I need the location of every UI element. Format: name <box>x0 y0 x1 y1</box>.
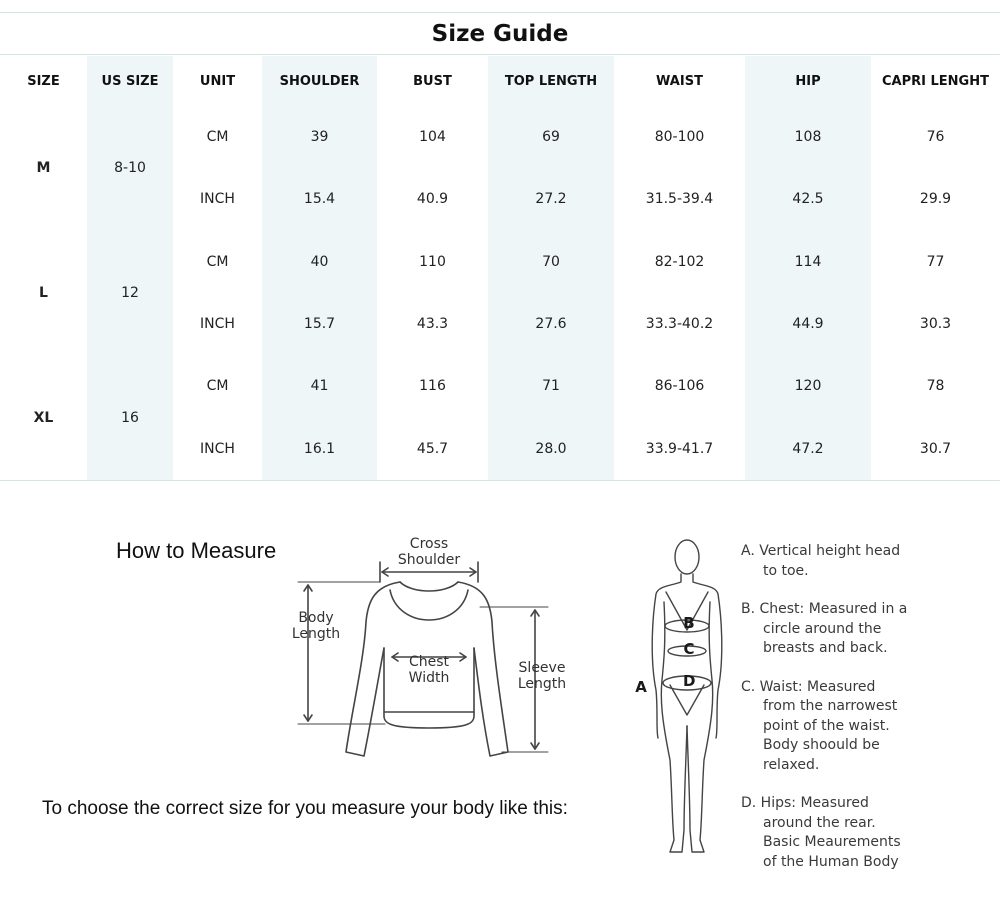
header-cell: CAPRI LENGHT <box>882 73 989 89</box>
note-line: C. Waist: Measured <box>741 678 876 695</box>
cross-shoulder-line-2: Shoulder <box>397 552 461 568</box>
table-cell: 33.9-41.7 <box>645 440 714 457</box>
us-size-cell: 16 <box>121 409 139 426</box>
table-cell: 70 <box>542 253 560 270</box>
note-line: point of the waist. <box>763 717 890 734</box>
table-cell: CM <box>206 378 229 395</box>
note-line: Basic Meaurements <box>763 834 901 850</box>
table-cell: INCH <box>200 316 235 333</box>
note-line: of the Human Body <box>763 853 899 870</box>
note-height <box>741 542 996 581</box>
measurement-notes <box>741 542 996 891</box>
instruction-text: To choose the correct size for you measure your body like this: <box>42 798 568 819</box>
table-cell: 45.7 <box>416 440 449 457</box>
table-cell: 43.3 <box>416 316 449 333</box>
table-cell: 80-100 <box>654 129 705 146</box>
table-cell: 16.1 <box>303 440 336 457</box>
table-cell: INCH <box>200 440 235 457</box>
table-cell: 33.3-40.2 <box>645 316 714 333</box>
table-cell: 104 <box>419 129 446 146</box>
table-cell: 41 <box>310 378 329 395</box>
note-line: around the rear. <box>763 814 876 831</box>
table-cell: 78 <box>926 378 945 395</box>
header-cell: BUST <box>413 73 452 89</box>
marker-b: B <box>683 614 695 632</box>
header-cell: WAIST <box>656 73 703 89</box>
table-cell: 30.7 <box>919 440 952 457</box>
table-cell: 71 <box>542 378 560 395</box>
body-length-line-2: Length <box>291 626 341 642</box>
table-cell: 82-102 <box>654 253 705 270</box>
header-cell: TOP LENGTH <box>504 73 598 89</box>
table-cell: CM <box>206 253 229 270</box>
size-table <box>0 56 1000 480</box>
note-line: to toe. <box>763 562 809 579</box>
note-line: circle around the <box>763 620 882 637</box>
note-line: relaxed. <box>763 756 820 773</box>
marker-d: D <box>683 672 696 690</box>
table-cell: 77 <box>926 253 945 270</box>
cross-shoulder-label <box>380 536 478 568</box>
note-line: breasts and back. <box>763 640 888 656</box>
table-cell: 114 <box>794 253 822 270</box>
note-line: from the narrowest <box>763 698 898 714</box>
table-cell: 27.2 <box>535 191 567 208</box>
marker-c: C <box>683 640 695 658</box>
table-cell: 42.5 <box>792 191 824 208</box>
how-to-measure-heading: How to Measure <box>116 538 277 563</box>
table-cell: 29.9 <box>919 191 952 208</box>
header-cell: SIZE <box>27 73 60 89</box>
body-illustration <box>630 530 740 865</box>
table-cell: 39 <box>310 129 329 146</box>
body-length-label <box>284 610 348 642</box>
cross-shoulder-line-1: Cross <box>409 536 449 552</box>
table-cell: 40 <box>310 253 329 270</box>
table-cell: 44.9 <box>792 316 824 333</box>
header-row <box>0 56 1000 106</box>
table-cell: 27.6 <box>535 316 567 333</box>
sleeve-length-line-1: Sleeve <box>518 660 566 676</box>
size-table-wrap <box>0 56 1000 480</box>
table-cell: 86-106 <box>654 378 705 395</box>
table-row <box>0 106 1000 168</box>
size-cell: M <box>36 160 51 177</box>
us-size-cell: 12 <box>121 284 139 301</box>
table-cell: 28.0 <box>535 440 567 457</box>
table-cell: 15.4 <box>303 191 336 208</box>
note-hips <box>741 794 996 872</box>
marker-a: A <box>635 678 647 696</box>
table-row <box>0 231 1000 293</box>
note-chest <box>741 600 996 659</box>
table-cell: 30.3 <box>919 316 952 333</box>
title-bar <box>0 12 1000 55</box>
table-row <box>0 355 1000 417</box>
table-cell: 116 <box>419 378 446 395</box>
table-cell: INCH <box>200 191 235 208</box>
table-cell: 110 <box>419 253 446 270</box>
table-cell: 15.7 <box>303 316 336 333</box>
table-cell: 47.2 <box>792 440 824 457</box>
table-bottom-rule <box>0 480 1000 481</box>
header-cell: HIP <box>795 73 821 89</box>
shirt-diagram <box>280 530 580 770</box>
note-line: D. Hips: Measured <box>741 795 869 811</box>
note-line: Body shoould be <box>763 737 880 753</box>
table-cell: 69 <box>542 129 560 146</box>
us-size-cell: 8-10 <box>114 160 146 177</box>
header-cell: SHOULDER <box>279 73 360 89</box>
chest-width-line-1: Chest <box>408 654 450 670</box>
size-cell: L <box>39 284 48 301</box>
body-diagram <box>630 530 740 865</box>
table-cell: 76 <box>926 129 945 146</box>
table-cell: 120 <box>794 378 822 395</box>
size-cell: XL <box>33 409 54 426</box>
note-waist <box>741 678 996 776</box>
note-line: A. Vertical height head <box>741 543 901 559</box>
table-cell: 108 <box>794 129 822 146</box>
body-length-line-1: Body <box>298 610 334 626</box>
header-cell: UNIT <box>199 73 236 89</box>
chest-width-line-2: Width <box>408 670 450 686</box>
header-cell: US SIZE <box>101 73 159 89</box>
sleeve-length-line-2: Length <box>517 676 567 692</box>
table-cell: CM <box>206 129 229 146</box>
sleeve-length-label <box>506 660 578 692</box>
note-line: B. Chest: Measured in a <box>741 601 908 617</box>
chest-width-label <box>394 654 464 686</box>
page-title: Size Guide <box>431 20 569 47</box>
table-cell: 31.5-39.4 <box>645 191 714 208</box>
table-cell: 40.9 <box>416 191 449 208</box>
